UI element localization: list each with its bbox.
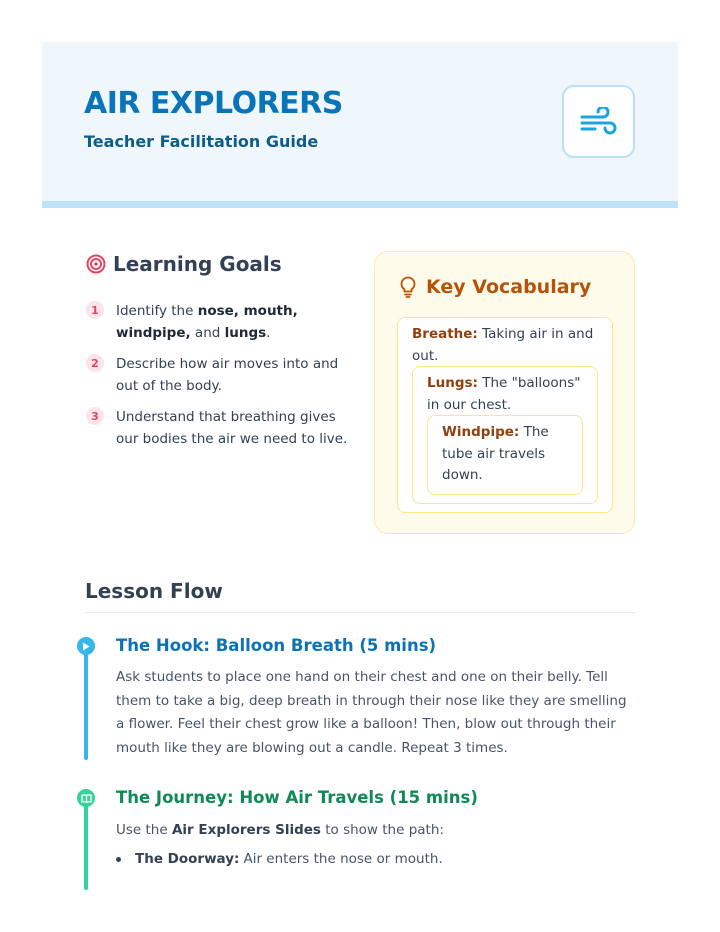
list-item: The Doorway: Air enters the nose or mouth. [116, 848, 443, 870]
page-subtitle: Teacher Facilitation Guide [84, 132, 319, 151]
goal-item-2 [86, 353, 356, 397]
key-vocabulary-title: Key Vocabulary [426, 276, 592, 298]
key-vocabulary-card [374, 251, 635, 534]
goal-number: 2 [86, 354, 104, 372]
goal-number: 1 [86, 301, 104, 319]
timeline-line-hook [84, 646, 88, 760]
key-vocabulary-heading [400, 276, 591, 298]
timeline-line-journey [84, 798, 88, 890]
step-intro-journey: Use the Air Explorers Slides to show the path: [116, 822, 444, 838]
logo-badge [562, 85, 635, 158]
goal-text: Understand that breathing gives our bodies the air we need to live. [116, 409, 348, 447]
step-title-hook: The Hook: Balloon Breath (5 mins) [116, 636, 437, 655]
lesson-flow-heading: Lesson Flow [85, 579, 223, 603]
goal-text: Describe how air moves into and out of the body. [116, 356, 339, 394]
goal-number: 3 [86, 407, 104, 425]
wind-icon [579, 107, 619, 137]
goal-item-1 [86, 300, 356, 344]
step-body-hook: Ask students to place one hand on their chest and one on their belly. Tell them to take a big, deep breath in through their nose like they are smelling a flower. Feel their chest grow like a balloon! Then, blow out through their mouth like they are blowing out a candle. Repeat 3 times. [116, 669, 627, 756]
step-title-journey: The Journey: How Air Travels (15 mins) [116, 788, 478, 807]
target-icon [86, 254, 106, 274]
timeline-dot-journey [77, 789, 95, 807]
divider [85, 612, 636, 613]
header-banner [42, 42, 678, 208]
timeline-dot-hook [77, 637, 95, 655]
goal-item-3 [86, 406, 356, 450]
learning-goals-title: Learning Goals [113, 252, 282, 276]
book-icon [81, 794, 92, 803]
bullet-dot [116, 857, 121, 862]
vocab-term-breathe: Breathe: Taking air in and out. Lungs: The "balloons" in our chest. Windpipe: The tube air travels down. [397, 317, 613, 513]
play-icon [82, 642, 90, 651]
learning-goals-heading [86, 252, 282, 276]
goal-text: Identify the nose, mouth, windpipe, and lungs. [116, 303, 298, 341]
lightbulb-icon [400, 276, 416, 298]
vocab-term-windpipe: Windpipe: The tube air travels down. [427, 415, 583, 495]
vocab-term-lungs: Lungs: The "balloons" in our chest. Windpipe: The tube air travels down. [412, 366, 598, 504]
page-title: AIR EXPLORERS [84, 86, 343, 121]
